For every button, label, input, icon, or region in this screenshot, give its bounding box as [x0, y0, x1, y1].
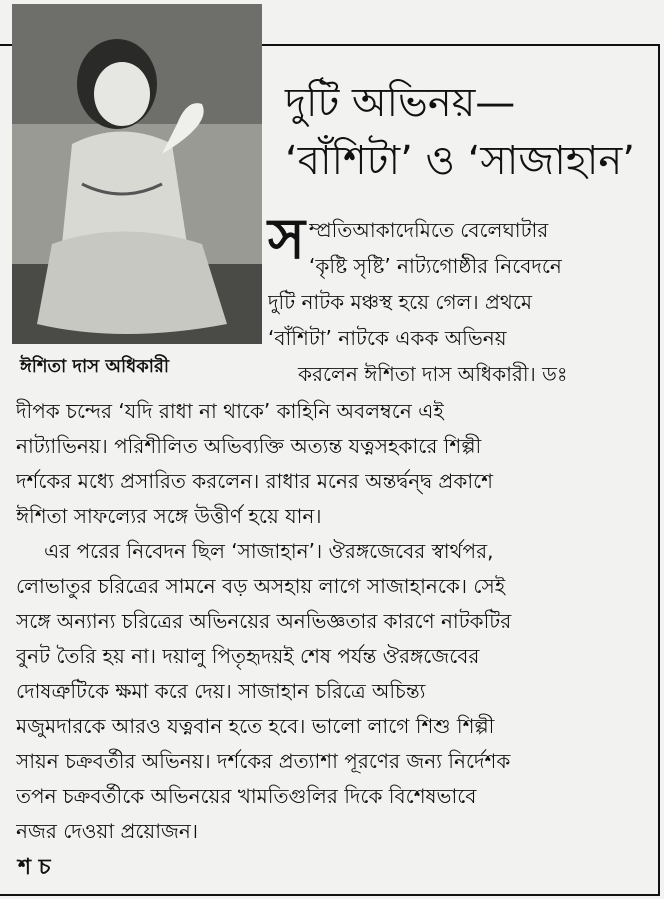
text-line: দোষত্রুটিকে ক্ষমা করে দেয়। সাজাহান চরিত্রে অচিন্ত্য [16, 679, 426, 703]
text-line: লোভাতুর চরিত্রের সামনে বড় অসহায় লাগে সাজাহানকে। সেই [16, 574, 506, 598]
text-line: সঙ্গে অন্যান্য চরিত্রের অভিনয়ের অনভিজ্ঞতার কারণে নাটকটির [16, 609, 512, 633]
text-line: তপন চক্রবর্তীকে অভিনয়ের খামতিগুলির দিকে বিশেষভাবে [16, 784, 477, 808]
article-body [16, 394, 656, 849]
byline: শ চ [18, 855, 51, 880]
text-line: ঈশিতা সাফল্যের সঙ্গে উত্তীর্ণ হয়ে যান। [16, 504, 322, 528]
article-body-top [268, 207, 658, 392]
text-line: দর্শকের মধ্যে প্রসারিত করলেন। রাধার মনের অন্তর্দ্বন্দ্ব প্রকাশে [16, 469, 494, 493]
text-line: ম্প্রতিআকাদেমিতে বেলেঘাটার [309, 218, 549, 242]
text-line: নজর দেওয়া প্রয়োজন। [16, 819, 199, 843]
text-line: বুনট তৈরি হয় না। দয়ালু পিতৃহৃদয়ই শেষ পর্যন্ত ঔরঙ্গজেবের [16, 644, 480, 668]
text-line: দীপক চন্দের ‘যদি রাধা না থাকে’ কাহিনি অবলম্বনে এই [16, 399, 444, 423]
text-line: নাট্যাভিনয়। পরিশীলিত অভিব্যক্তি অত্যন্ত যত্নসহকারে শিল্পী [16, 434, 482, 458]
text-line: করলেন ঈশিতা দাস অধিকারী। ডঃ [298, 362, 568, 386]
headline-line-1: দুটি অভিনয়— [285, 80, 516, 126]
drop-cap: স [268, 207, 305, 272]
text-line: সায়ন চক্রবর্তীর অভিনয়। দর্শকের প্রত্যাশা পূরণের জন্য নির্দেশক [16, 749, 511, 773]
text-line: দুটি নাটক মঞ্চস্থ হয়ে গেল। প্রথমে [268, 290, 532, 314]
text-line: এর পরের নিবেদন ছিল ‘সাজাহান’। ঔরঙ্গজেবের স্বার্থপর, [44, 539, 494, 563]
headline [285, 74, 655, 190]
text-line: ‘কৃষ্টি সৃষ্টি’ নাট্যগোষ্ঠীর নিবেদনে [309, 254, 562, 278]
headline-line-2: ‘বাঁশিটা’ ও ‘সাজাহান’ [285, 138, 635, 184]
performer-photo [12, 4, 262, 344]
text-line: ‘বাঁশিটা’ নাটকে একক অভিনয় [268, 326, 507, 350]
photo-caption: ঈশিতা দাস অধিকারী [20, 356, 170, 377]
text-line: মজুমদারকে আরও যত্নবান হতে হবে। ভালো লাগে শিশু শিল্পী [16, 714, 495, 738]
